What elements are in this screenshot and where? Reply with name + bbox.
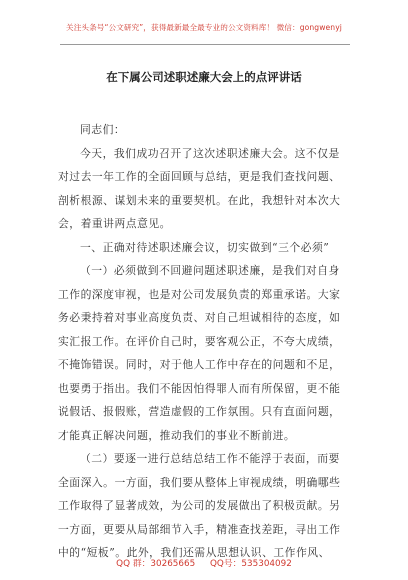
text-line: （一）必须做到不回避问题述职述廉，是我们对自身 [80, 264, 340, 277]
footer-qq-group: QQ 群：30265665 [116, 559, 196, 569]
text-line: 对过去一年工作的全面回顾与总结，更是我们查找问题、 [58, 170, 341, 183]
text-line: 剖析根源、谋划未来的重要契机。在此，我想针对本次大 [58, 193, 341, 207]
text-line: 一、正确对待述职述廉会议，切实做到“三个必须” [80, 240, 330, 254]
text-line: 全面深入。一方面，我们要从整体上审视成绩，明确哪些 [58, 475, 341, 489]
text-line: 工作的深度审视，也是对公司发展负责的郑重承诺。大家 [58, 287, 341, 301]
text-line: 不掩饰错误。同时，对于他人工作中存在的问题和不足， [58, 358, 341, 371]
header-banner: 关注头条号“公文研究”，获得最新最全最专业的公文资料库！ 微信：gongwenyj [66, 23, 342, 32]
text-line: 今天，我们成功召开了这次述职述廉大会。这不仅是 [80, 146, 340, 160]
text-line: 也要勇于指出。我们不能因怕得罪人而有所保留，更不能 [58, 381, 341, 395]
footer-qq-number: QQ号：535304092 [209, 559, 292, 569]
text-line: 说假话、报假账，营造虚假的工作氛围。只有直面问题， [58, 405, 341, 418]
text-line: 实汇报工作。在评价自己时，要客观公正，不夸大成绩， [58, 334, 341, 348]
footer-contact [0, 556, 408, 569]
header-divider [60, 44, 350, 45]
document-title: 在下属公司述职述廉大会上的点评讲话 [106, 70, 302, 84]
text-line: 一方面，更要从局部细节入手，精准查找差距，寻出工作 [58, 522, 341, 536]
document-body [58, 118, 358, 565]
text-line: 中的“短板”。此外，我们还需从思想认识、工作作风、 [58, 546, 330, 559]
text-line: 务必秉持着对事业高度负责、对自己坦诚相待的态度，如 [58, 311, 341, 324]
text-line: 同志们： [80, 123, 126, 136]
text-line: 会，着重讲两点意见。 [58, 217, 171, 230]
text-line: 工作取得了显著成效，为公司的发展做出了积极贡献。另 [58, 499, 341, 512]
text-line: （二）要逐一进行总结总结工作不能浮于表面，而要 [80, 452, 340, 465]
text-line: 才能真正解决问题，推动我们的事业不断前进。 [58, 428, 296, 442]
